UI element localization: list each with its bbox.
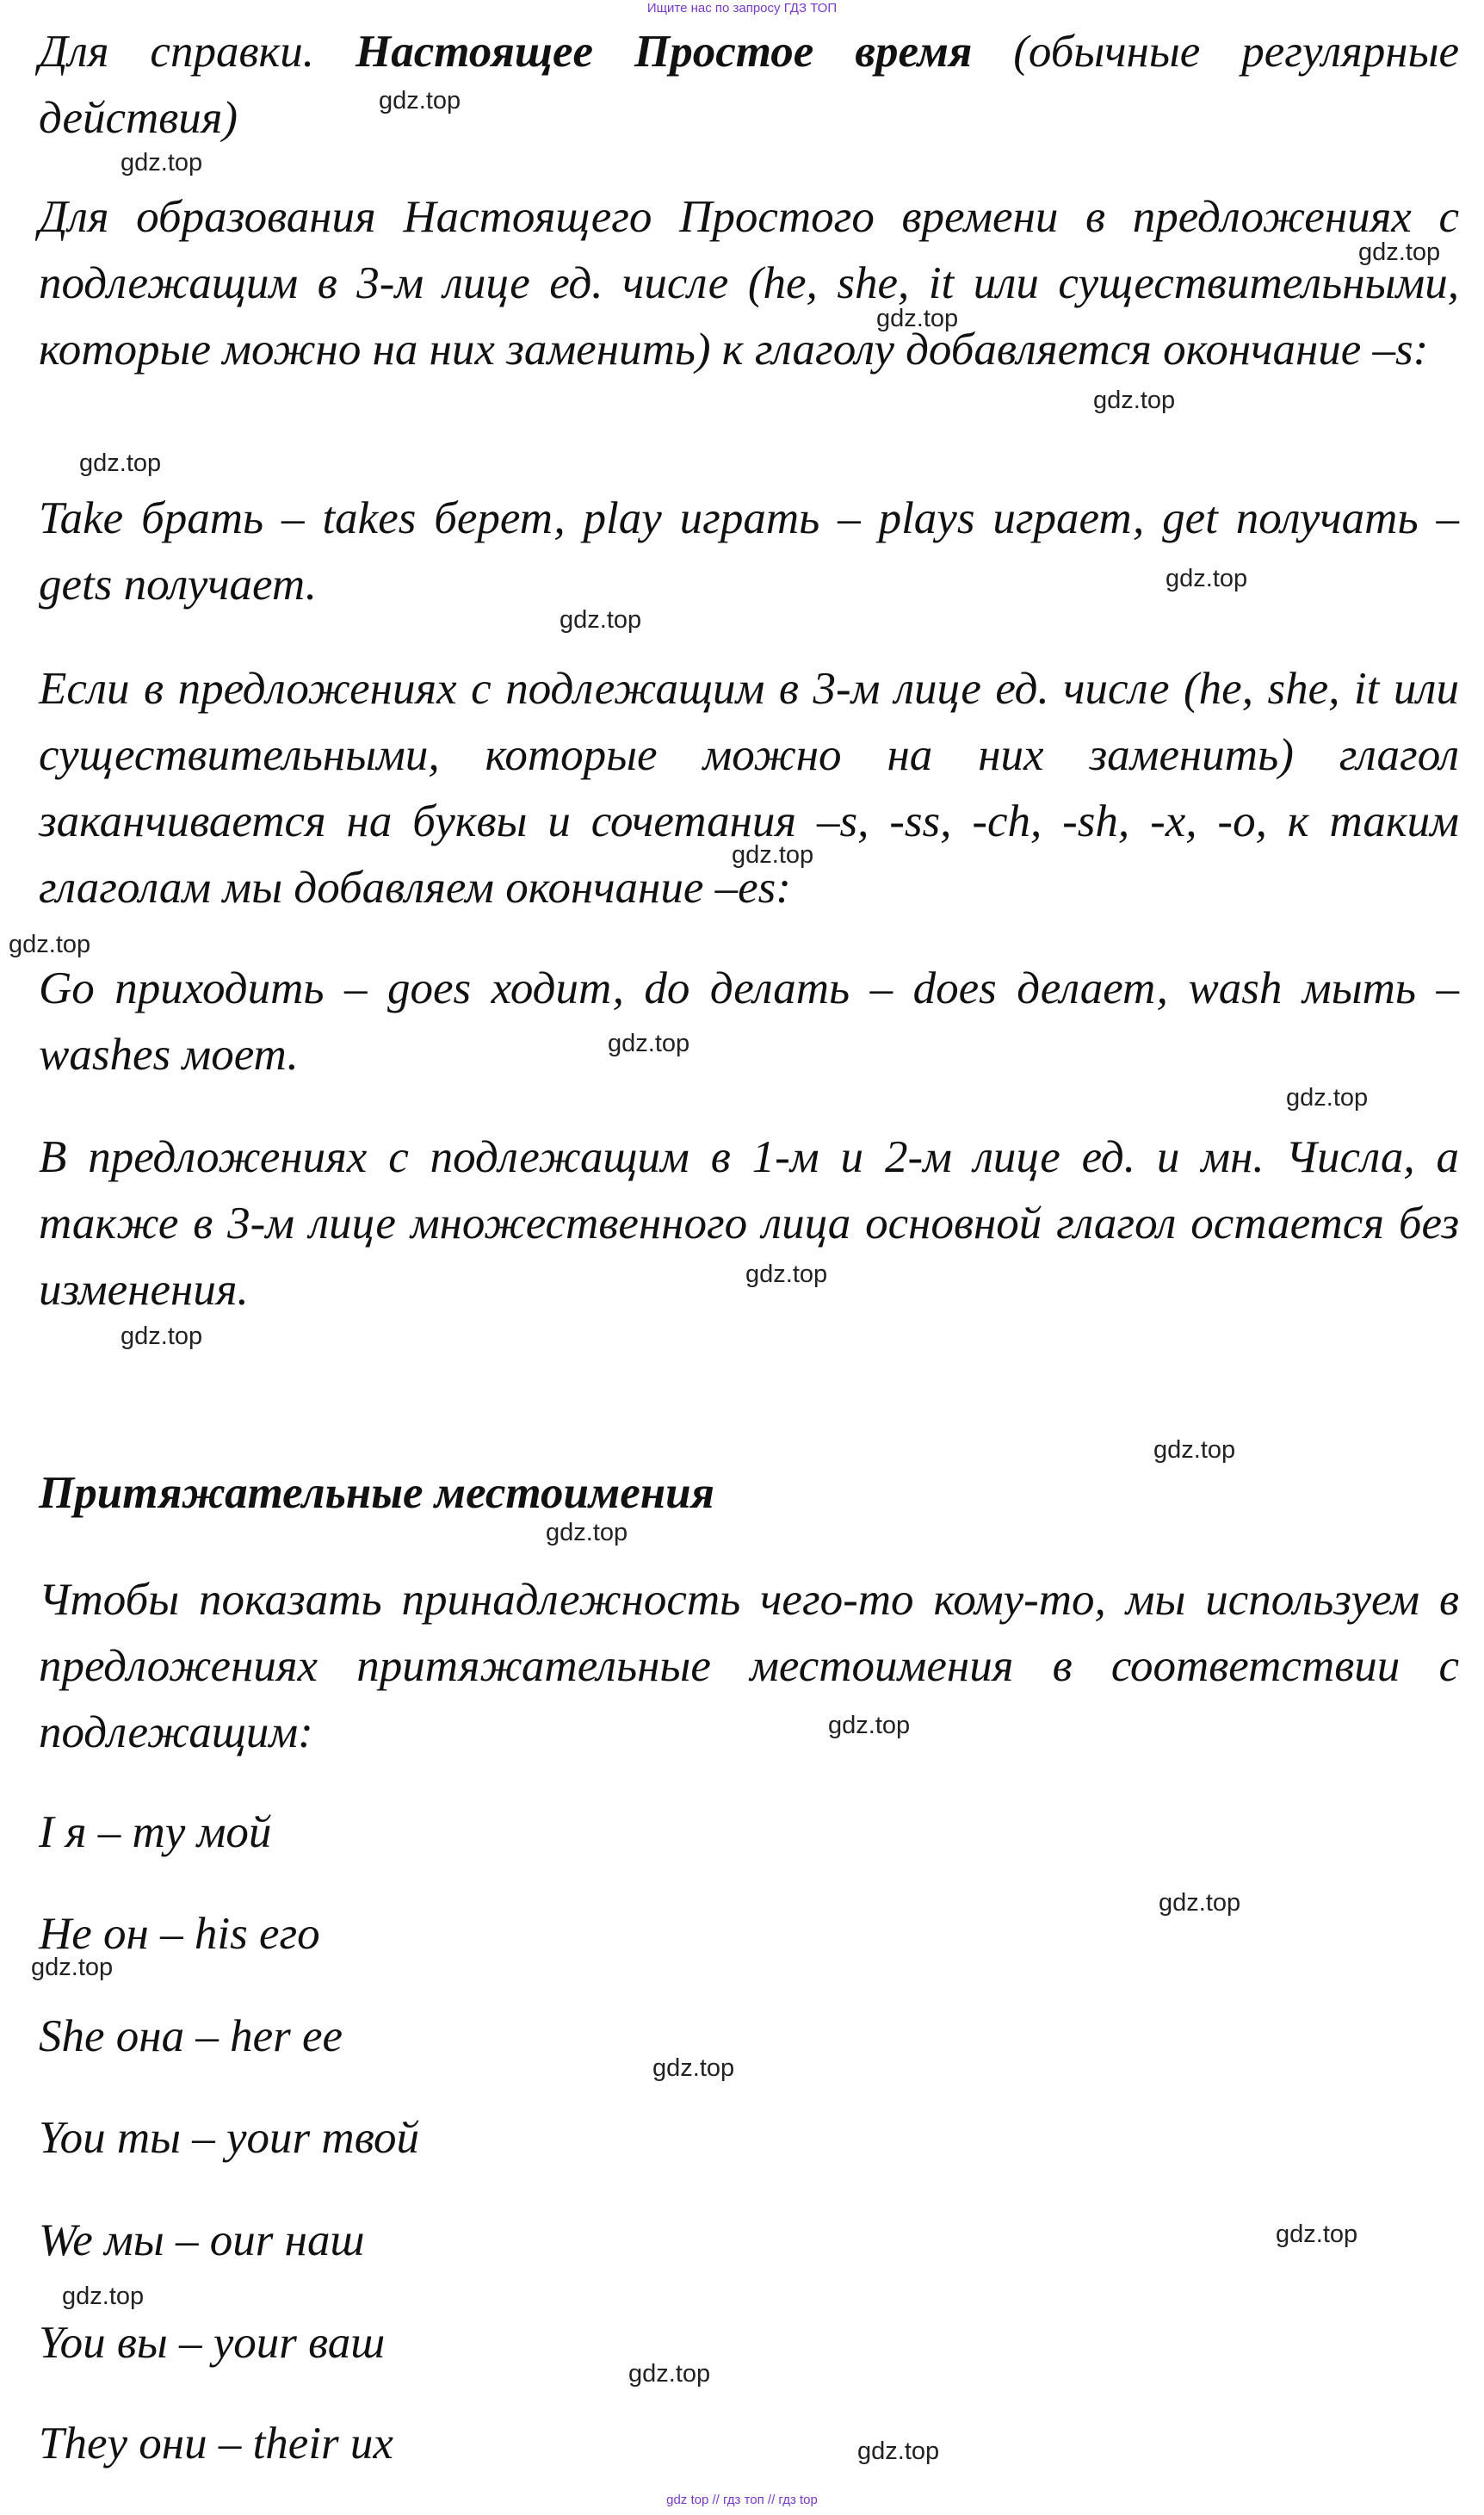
- watermark: gdz.top: [857, 2438, 940, 2465]
- footer-banner: gdz top // гдз топ // гдз top: [666, 2493, 818, 2507]
- watermark: gdz.top: [79, 449, 162, 477]
- watermark: gdz.top: [546, 1519, 628, 1546]
- search-banner: Ищите нас по запросу ГДЗ ТОП: [646, 1, 838, 15]
- watermark: gdz.top: [121, 1323, 203, 1350]
- watermark: gdz.top: [1093, 387, 1176, 414]
- watermark: gdz.top: [1276, 2221, 1358, 2248]
- watermark: gdz.top: [62, 2283, 145, 2310]
- watermark: gdz.top: [1159, 1889, 1241, 1917]
- pronoun-line: You вы – your ваш: [39, 2318, 386, 2368]
- watermark: gdz.top: [560, 606, 642, 634]
- example-paragraph-s: Take брать – takes берет, play играть – plays играет, get получать – gets получает.: [39, 493, 1459, 610]
- watermark: gdz.top: [745, 1261, 828, 1288]
- section-heading-possessive: Притяжательные местоимения: [39, 1468, 714, 1518]
- watermark: gdz.top: [1153, 1436, 1236, 1464]
- watermark: gdz.top: [1358, 238, 1441, 266]
- pronoun-line: I я – my мой: [39, 1807, 272, 1857]
- watermark: gdz.top: [9, 931, 91, 958]
- rule-paragraph-es-ending: Если в предложениях с подлежащим в 3-м лице ед. числе (he, she, it или существительными, которые можно на них заменить) глагол заканчивается на буквы и сочетания –s, -ss, -ch, -sh, -x, -o, к таким глаголам мы добавляем окончание –es:: [39, 664, 1459, 913]
- watermark: gdz.top: [1286, 1084, 1369, 1112]
- reference-prefix: Для справки.: [39, 27, 356, 77]
- reference-title: Настоящее Простое время: [355, 27, 973, 77]
- watermark: gdz.top: [628, 2360, 711, 2388]
- watermark: gdz.top: [828, 1712, 911, 1739]
- pronoun-line: They они – their их: [39, 2419, 393, 2469]
- watermark: gdz.top: [121, 149, 203, 177]
- watermark: gdz.top: [652, 2054, 735, 2082]
- pronoun-line: He он – his его: [39, 1909, 320, 1959]
- watermark: gdz.top: [876, 305, 959, 332]
- rule-paragraph-no-change: В предложениях с подлежащим в 1-м и 2-м лице ед. и мн. Числа, а также в 3-м лице множественного лица основной глагол остается без изменения.: [39, 1132, 1459, 1315]
- watermark: gdz.top: [1166, 565, 1248, 592]
- reference-paragraph: [39, 19, 1459, 152]
- pronoun-line: You ты – your твой: [39, 2113, 420, 2163]
- watermark: gdz.top: [31, 1954, 114, 1981]
- possessive-intro: Чтобы показать принадлежность чего-то кому-то, мы используем в предложениях притяжательные местоимения в соответствии с подлежащим:: [39, 1575, 1459, 1757]
- watermark: gdz.top: [379, 87, 461, 115]
- watermark: gdz.top: [608, 1030, 690, 1057]
- reference-suffix: (обычные регулярные действия): [39, 27, 1459, 143]
- example-paragraph-es: Go приходить – goes ходит, do делать – does делает, wash мыть – washes моет.: [39, 963, 1459, 1080]
- watermark: gdz.top: [732, 841, 814, 869]
- rule-paragraph-s-ending: Для образования Настоящего Простого времени в предложениях с подлежащим в 3-м лице ед. числе (he, she, it или существительными, которые можно на них заменить) к глаголу добавляется окончание –s:: [39, 192, 1459, 375]
- pronoun-line: We мы – our наш: [39, 2215, 365, 2265]
- pronoun-line: She она – her ее: [39, 2011, 343, 2061]
